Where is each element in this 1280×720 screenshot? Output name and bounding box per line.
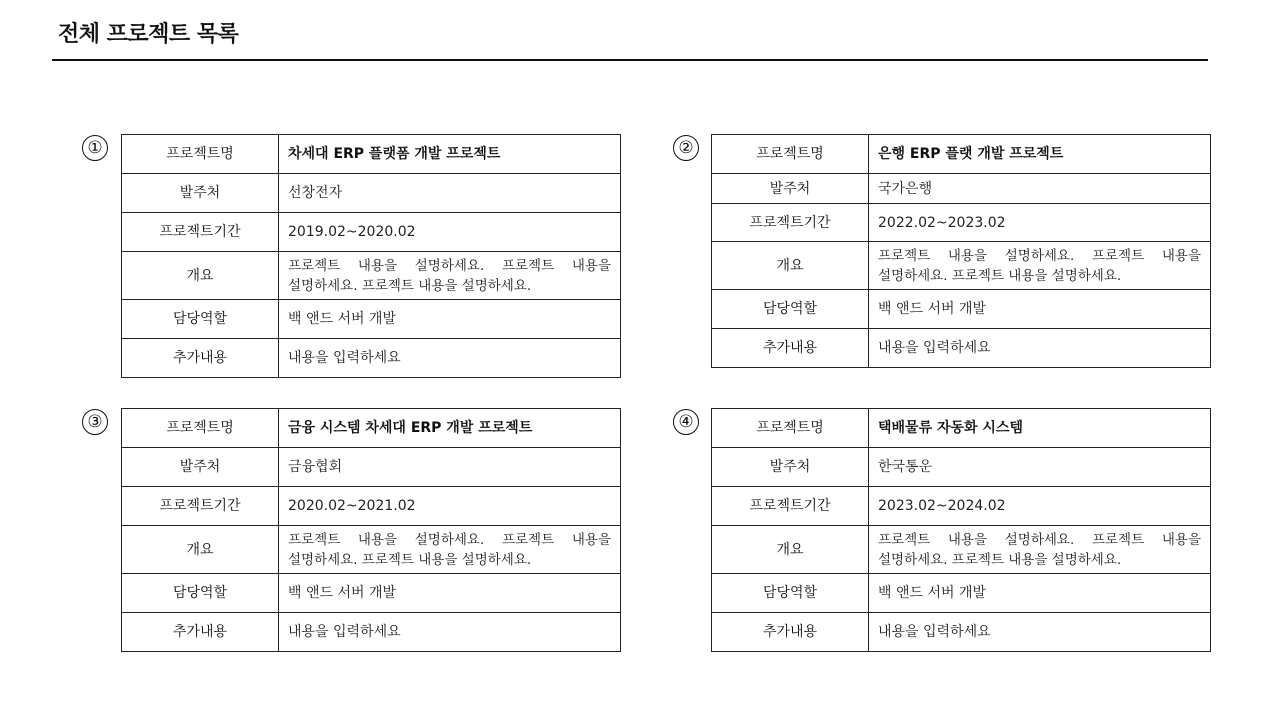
project-number-badge: ③ xyxy=(82,409,108,435)
table-row xyxy=(122,409,621,448)
page-title: 전체 프로젝트 목록 xyxy=(58,22,239,47)
table-row xyxy=(122,300,621,339)
project-extra: 내용을 입력하세요 xyxy=(869,329,1211,368)
table-row xyxy=(712,174,1211,204)
table-row xyxy=(712,290,1211,329)
field-label: 담당역할 xyxy=(122,300,279,339)
field-label: 프로젝트명 xyxy=(712,409,869,448)
project-name: 은행 ERP 플랫 개발 프로젝트 xyxy=(869,135,1211,174)
table-row xyxy=(712,574,1211,613)
project-name: 차세대 ERP 플랫폼 개발 프로젝트 xyxy=(279,135,621,174)
project-number-badge: ④ xyxy=(673,409,699,435)
table-row xyxy=(122,252,621,300)
title-divider xyxy=(52,59,1208,61)
project-period: 2019.02~2020.02 xyxy=(279,213,621,252)
project-extra: 내용을 입력하세요 xyxy=(279,613,621,652)
field-label: 프로젝트명 xyxy=(122,409,279,448)
table-row xyxy=(122,574,621,613)
project-summary: 프로젝트 내용을 설명하세요. 프로젝트 내용을 설명하세요. 프로젝트 내용을 설명하세요. xyxy=(279,252,621,300)
project-summary: 프로젝트 내용을 설명하세요. 프로젝트 내용을 설명하세요. 프로젝트 내용을 설명하세요. xyxy=(279,526,621,574)
field-label: 담당역할 xyxy=(122,574,279,613)
table-row xyxy=(712,329,1211,368)
field-label: 발주처 xyxy=(122,174,279,213)
project-client: 국가은행 xyxy=(869,174,1211,204)
project-period: 2022.02~2023.02 xyxy=(869,204,1211,242)
table-row xyxy=(712,409,1211,448)
table-row xyxy=(712,204,1211,242)
field-label: 프로젝트명 xyxy=(122,135,279,174)
table-row xyxy=(122,135,621,174)
field-label: 추가내용 xyxy=(712,613,869,652)
field-label: 발주처 xyxy=(122,448,279,487)
table-row xyxy=(712,448,1211,487)
project-client: 금융협회 xyxy=(279,448,621,487)
field-label: 담당역할 xyxy=(712,574,869,613)
field-label: 추가내용 xyxy=(712,329,869,368)
project-extra: 내용을 입력하세요 xyxy=(869,613,1211,652)
project-extra: 내용을 입력하세요 xyxy=(279,339,621,378)
field-label: 개요 xyxy=(122,526,279,574)
field-label: 프로젝트기간 xyxy=(122,213,279,252)
field-label: 개요 xyxy=(712,526,869,574)
project-name: 금융 시스템 차세대 ERP 개발 프로젝트 xyxy=(279,409,621,448)
field-label: 프로젝트기간 xyxy=(712,204,869,242)
table-row xyxy=(712,613,1211,652)
field-label: 담당역할 xyxy=(712,290,869,329)
project-summary: 프로젝트 내용을 설명하세요. 프로젝트 내용을 설명하세요. 프로젝트 내용을 설명하세요. xyxy=(869,526,1211,574)
field-label: 개요 xyxy=(712,242,869,290)
field-label: 발주처 xyxy=(712,448,869,487)
field-label: 추가내용 xyxy=(122,613,279,652)
project-table xyxy=(121,408,621,652)
project-role: 백 앤드 서버 개발 xyxy=(869,290,1211,329)
project-period: 2020.02~2021.02 xyxy=(279,487,621,526)
project-period: 2023.02~2024.02 xyxy=(869,487,1211,526)
project-name: 택배물류 자동화 시스템 xyxy=(869,409,1211,448)
project-role: 백 앤드 서버 개발 xyxy=(869,574,1211,613)
table-row xyxy=(712,242,1211,290)
field-label: 프로젝트기간 xyxy=(122,487,279,526)
project-table xyxy=(711,134,1211,368)
project-table xyxy=(711,408,1211,652)
project-client: 한국통운 xyxy=(869,448,1211,487)
table-row xyxy=(122,613,621,652)
project-role: 백 앤드 서버 개발 xyxy=(279,574,621,613)
table-row xyxy=(122,213,621,252)
table-row xyxy=(122,526,621,574)
table-row xyxy=(122,487,621,526)
project-role: 백 앤드 서버 개발 xyxy=(279,300,621,339)
table-row xyxy=(712,526,1211,574)
project-number-badge: ① xyxy=(82,135,108,161)
field-label: 프로젝트명 xyxy=(712,135,869,174)
table-row xyxy=(122,339,621,378)
table-row xyxy=(712,487,1211,526)
project-number-badge: ② xyxy=(673,135,699,161)
table-row xyxy=(122,448,621,487)
field-label: 개요 xyxy=(122,252,279,300)
field-label: 프로젝트기간 xyxy=(712,487,869,526)
table-row xyxy=(122,174,621,213)
field-label: 발주처 xyxy=(712,174,869,204)
table-row xyxy=(712,135,1211,174)
field-label: 추가내용 xyxy=(122,339,279,378)
project-client: 선창전자 xyxy=(279,174,621,213)
project-table xyxy=(121,134,621,378)
project-summary: 프로젝트 내용을 설명하세요. 프로젝트 내용을 설명하세요. 프로젝트 내용을 설명하세요. xyxy=(869,242,1211,290)
